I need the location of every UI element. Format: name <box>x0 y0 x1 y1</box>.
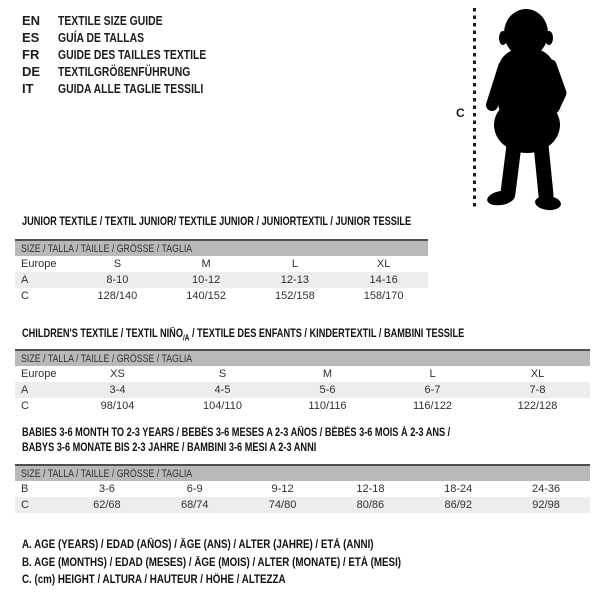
table-row-age <box>15 272 428 288</box>
table-cell: 4-5 <box>170 382 275 398</box>
table-cell: 14-16 <box>339 272 428 288</box>
table-cell: B <box>21 483 29 495</box>
table-cell: 86/92 <box>414 497 502 513</box>
size-header-label: SIZE / TALLA / TAILLE / GRÖSSE / TAGLIA <box>21 352 193 365</box>
table-row-region <box>15 366 590 382</box>
size-header-bar <box>15 350 590 366</box>
table-cell: L <box>291 258 298 270</box>
note-line-c: C. (cm) HEIGHT / ALTURA / HAUTEUR / HÖHE / ALTEZZA <box>22 574 286 586</box>
note-line-b: B. AGE (MONTHS) / EDAD (MESES) / ÂGE (MOIS) / ALTER (MONATE) / ETÀ (MESI) <box>22 556 402 569</box>
table-cell: 158/170 <box>363 290 404 302</box>
table-cell: C <box>21 290 29 302</box>
size-header-bar <box>15 240 428 256</box>
language-code: FR <box>22 47 40 62</box>
language-code: EN <box>22 13 41 28</box>
junior-size-table <box>15 239 428 304</box>
table-cell: 3-4 <box>65 382 170 398</box>
measure-dashed-line-icon <box>473 8 476 209</box>
language-code: DE <box>22 64 41 79</box>
size-header-label: SIZE / TALLA / TAILLE / GRÖSSE / TAGLIA <box>21 242 193 255</box>
table-cell: C <box>15 497 63 513</box>
table-cell: 62/68 <box>63 497 151 513</box>
table-cell: 104/110 <box>203 400 242 412</box>
table-cell: 3-6 <box>98 483 115 495</box>
table-cell: 12-13 <box>251 272 340 288</box>
section-title-children: CHILDREN'S TEXTILE / TEXTIL $NIÑO_{/A}$ / TEXTILE DES ENFANTS / KINDERTEXTIL / BAMBINI TESSILE <box>22 328 465 343</box>
table-cell: 80/86 <box>326 497 414 513</box>
language-row <box>22 12 243 29</box>
table-cell: 92/98 <box>502 497 590 513</box>
table-cell: 128/140 <box>97 290 138 302</box>
language-row <box>22 29 243 46</box>
language-row <box>22 46 243 63</box>
language-code: ES <box>22 30 40 45</box>
table-cell: XL <box>530 368 545 380</box>
table-cell: 74/80 <box>239 497 327 513</box>
table-cell: 140/152 <box>186 290 226 302</box>
table-cell: 10-12 <box>162 272 251 288</box>
language-name: GUIDA ALLE TAGLIE TESSILI <box>58 81 204 96</box>
title-subscript: /A <box>182 333 190 343</box>
language-name: GUIDE DES TAILLES TEXTILE <box>58 47 207 62</box>
table-cell: 18-24 <box>444 483 473 495</box>
language-name: TEXTILGRÖßENFÜHRUNG <box>58 64 191 79</box>
table-row-height <box>15 398 590 414</box>
children-size-table <box>15 349 590 414</box>
table-cell: Europe <box>21 258 57 270</box>
table-cell: 9-12 <box>271 483 294 495</box>
table-cell: 98/104 <box>100 400 135 412</box>
table-cell: A <box>15 272 73 288</box>
section-title-junior: JUNIOR TEXTILE / TEXTIL JUNIOR/ TEXTILE JUNIOR / JUNIORTEXTIL / JUNIOR TESSILE <box>22 216 412 228</box>
table-cell: 110/116 <box>308 400 347 412</box>
table-row-age <box>15 382 590 398</box>
table-cell: S <box>113 258 122 270</box>
language-title-list <box>22 12 243 97</box>
table-row-height <box>15 497 590 513</box>
table-cell: 8-10 <box>73 272 162 288</box>
language-row <box>22 80 243 97</box>
language-name: GUÍA DE TALLAS <box>58 30 145 45</box>
table-cell: 116/122 <box>413 400 452 412</box>
babies-size-table <box>15 464 590 513</box>
table-cell: 7-8 <box>485 382 590 398</box>
table-row-age-months <box>15 481 590 497</box>
table-cell: 24-36 <box>532 483 561 495</box>
table-cell: M <box>201 258 211 270</box>
language-row <box>22 63 243 80</box>
table-cell: 68/74 <box>151 497 239 513</box>
table-cell: C <box>21 400 29 412</box>
baby-silhouette-icon <box>481 5 595 212</box>
table-cell: 12-18 <box>356 483 385 495</box>
table-cell: 152/158 <box>274 290 315 302</box>
note-line-a: A. AGE (YEARS) / EDAD (AÑOS) / ÂGE (ANS) / ALTER (JAHRE) / ETÀ (ANNI) <box>22 539 374 551</box>
language-name: TEXTILE SIZE GUIDE <box>58 13 163 28</box>
language-code: IT <box>22 81 34 96</box>
table-row-region <box>15 256 428 272</box>
table-cell: XS <box>110 368 125 380</box>
table-cell: L <box>429 368 436 380</box>
table-cell: 5-6 <box>275 382 380 398</box>
size-header-label: SIZE / TALLA / TAILLE / GRÖSSE / TAGLIA <box>21 467 193 480</box>
table-cell: 6-9 <box>186 483 203 495</box>
table-cell: 6-7 <box>380 382 485 398</box>
table-cell: S <box>218 368 227 380</box>
size-header-bar <box>15 465 590 481</box>
table-cell: M <box>322 368 333 380</box>
legend-notes <box>22 537 468 590</box>
table-row-height <box>15 288 428 304</box>
table-cell: XL <box>376 258 391 270</box>
table-cell: A <box>15 382 65 398</box>
section-title-babies: BABIES 3-6 MONTH TO 2-3 YEARS / BEBÉS 3-6 MESES A 2-3 AÑOS / BÉBÉS 3-6 MOIS À 2-3 ANS / BABYS 3-6 MONATE BIS 2-3 JAHRE / BAMBINI 3-6 MESI A 2-3 ANNI <box>22 427 451 454</box>
table-cell: Europe <box>21 368 57 380</box>
table-cell: 122/128 <box>517 400 558 412</box>
height-measure-label: C <box>456 106 465 120</box>
